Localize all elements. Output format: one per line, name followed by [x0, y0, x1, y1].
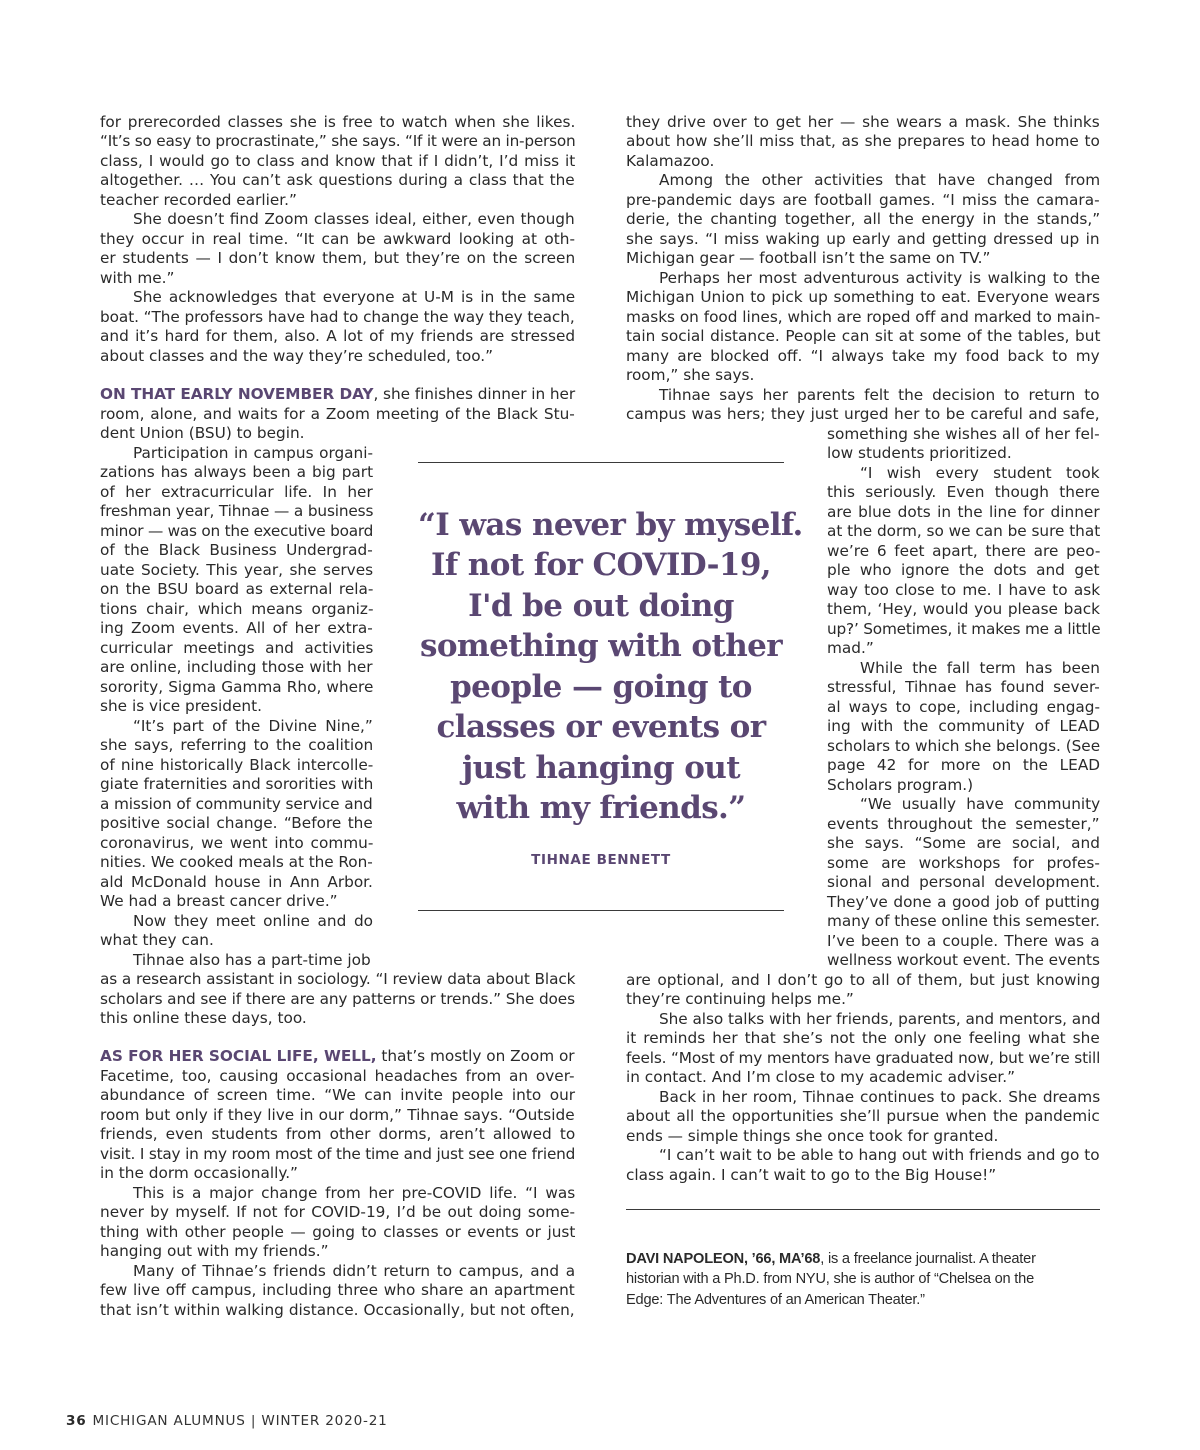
- left-column-line: visit. I stay in my room most of the time and just see one friend: [100, 1145, 576, 1163]
- left-column-line: and it’s hard for them, also. A lot of my friends are stressed: [100, 327, 576, 345]
- left-column-line: dent Union (BSU) to begin.: [100, 424, 305, 442]
- right-column-line: she says. “Some are social, and: [827, 834, 1100, 852]
- left-column-line: thing with other people — going to classes or events or just: [100, 1223, 576, 1241]
- left-column-line: We had a breast cancer drive.”: [100, 892, 338, 910]
- section-lead-in: ON THAT EARLY NOVEMBER DAY: [100, 385, 374, 403]
- left-column-line: altogether. … You can’t ask questions during a class that the: [100, 171, 575, 189]
- left-column-line: few live off campus, including three who share an apartment: [100, 1281, 575, 1299]
- right-column-line: it reminds her that she’s not the only one feeling what she: [626, 1029, 1100, 1047]
- right-column-line: low students prioritized.: [827, 444, 1012, 462]
- left-column-line: in the dorm occasionally.”: [100, 1164, 298, 1182]
- right-column-line: events throughout the semester,”: [827, 815, 1100, 833]
- page-footer: [66, 1413, 388, 1429]
- left-column-line: Now they meet online and do: [133, 912, 374, 930]
- right-column-line: Michigan Union to pick up something to eat. Everyone wears: [626, 288, 1101, 306]
- left-column-line: friends, even students from other dorms, aren’t allowed to: [100, 1125, 576, 1143]
- left-column-line: tions chair, which means organiz-: [100, 600, 374, 618]
- right-column-line: feels. “Most of my mentors have graduated now, but we’re still: [626, 1049, 1101, 1067]
- left-column-line: curricular meetings and activities: [100, 639, 374, 657]
- right-column-line: scholars to which she belongs. (See: [827, 737, 1101, 755]
- pull-quote-line: classes or events or: [436, 709, 766, 745]
- right-column-line: campus was hers; they just urged her to be careful and safe,: [626, 405, 1100, 423]
- author-name: DAVI NAPOLEON, ’66, MA’68: [626, 1251, 821, 1267]
- left-column-line: she says, referring to the coalition: [100, 736, 374, 754]
- right-column-line: masks on food lines, which are roped off and marked to main-: [626, 308, 1101, 326]
- left-column-line: of the Black Business Undergrad-: [100, 541, 373, 559]
- left-column-line: She doesn’t find Zoom classes ideal, either, even though: [133, 210, 575, 228]
- right-column-line: sional and personal development.: [827, 873, 1101, 891]
- left-column-line: positive social change. “Before the: [100, 814, 373, 832]
- left-column-line: teacher recorded earlier.”: [100, 191, 297, 209]
- right-column-line: in contact. And I’m close to my academic adviser.”: [626, 1068, 1016, 1086]
- left-column-line: [100, 385, 575, 405]
- left-column-line: this online these days, too.: [100, 1009, 307, 1027]
- pull-quote-line: If not for COVID-19,: [430, 547, 772, 583]
- right-column-line: stressful, Tihnae has found sever-: [827, 678, 1100, 696]
- right-column-line: pre-pandemic days are football games. “I miss the camara-: [626, 191, 1100, 209]
- right-column-line: we’re 6 feet apart, there are peo-: [827, 542, 1101, 560]
- left-column-line: as a research assistant in sociology. “I review data about Black: [100, 970, 576, 988]
- left-column-line: She acknowledges that everyone at U-M is in the same: [133, 288, 576, 306]
- right-column-line: way too close to me. I have to ask: [827, 581, 1101, 599]
- right-column-line: they drive over to get her — she wears a mask. She thinks: [626, 113, 1100, 131]
- right-column-line: tain social distance. People can sit at some of the tables, but: [626, 327, 1101, 345]
- left-column-line: of her extracurricular life. In her: [100, 483, 373, 501]
- right-column-line: are blue dots in the line for dinner: [827, 503, 1100, 521]
- bio-divider: [626, 1209, 1100, 1210]
- right-column-line: room,” she says.: [626, 366, 755, 384]
- right-column-line: many of these online this semester.: [827, 912, 1100, 930]
- bio-line: historian with a Ph.D. from NYU, she is author of “Chelsea on the: [626, 1271, 1034, 1287]
- right-column-line: some are workshops for profes-: [827, 854, 1100, 872]
- left-column-line: Facetime, too, causing occasional headaches from an over-: [100, 1067, 575, 1085]
- right-column-line: Tihnae says her parents felt the decision to return to: [659, 386, 1100, 404]
- right-column-line: ends — simple things she once took for granted.: [626, 1127, 999, 1145]
- left-column-line: zations has always been a big part: [100, 463, 374, 481]
- right-column-line: many are blocked off. “I always take my food back to my: [626, 347, 1100, 365]
- line-text: , she finishes dinner in her: [373, 385, 576, 403]
- pull-quote-line: I'd be out doing: [468, 588, 734, 624]
- right-column-line: “I wish every student took: [860, 464, 1100, 482]
- right-column-line: Back in her room, Tihnae continues to pack. She dreams: [659, 1088, 1101, 1106]
- pull-quote-top-rule: [418, 462, 784, 463]
- left-column-line: ing Zoom events. All of her extra-: [100, 619, 373, 637]
- pull-quote-line: “I was never by myself.: [418, 507, 803, 543]
- pull-quote-line: people — going to: [450, 669, 752, 705]
- pull-quote-bottom-rule: [418, 910, 784, 911]
- right-column-line: I’ve been to a couple. There was a: [827, 932, 1100, 950]
- page-number: 36: [66, 1413, 87, 1429]
- left-column-line: room, alone, and waits for a Zoom meeting of the Black Stu-: [100, 405, 575, 423]
- right-column-line: page 42 for more on the LEAD: [827, 756, 1101, 774]
- pull-quote-line: with my friends.”: [456, 790, 746, 826]
- right-column-line: she says. “I miss waking up early and getting dressed up in: [626, 230, 1100, 248]
- left-column-line: uate Society. This year, she serves: [100, 561, 374, 579]
- left-column-line: what they can.: [100, 931, 214, 949]
- left-column-line: boat. “The professors have had to change the way they teach,: [100, 308, 575, 326]
- bio-line: Edge: The Adventures of an American Theater.”: [626, 1292, 925, 1308]
- right-column-line: class again. I can’t wait to go to the Big House!”: [626, 1166, 997, 1184]
- left-column-line: she is vice president.: [100, 697, 262, 715]
- left-column-line: of nine historically Black intercolle-: [100, 756, 374, 774]
- left-column-line: abundance of screen time. “We can invite people into our: [100, 1086, 576, 1104]
- left-column-line: freshman year, Tihnae — a business: [100, 502, 374, 520]
- right-column-line: up?’ Sometimes, it makes me a little: [827, 620, 1101, 638]
- right-column-line: “I can’t wait to be able to hang out with friends and go to: [659, 1146, 1100, 1164]
- right-column-line: “We usually have community: [860, 795, 1101, 813]
- left-column-line: never by myself. If not for COVID-19, I’d be out doing some-: [100, 1203, 576, 1221]
- section-lead-in: AS FOR HER SOCIAL LIFE, WELL,: [100, 1047, 377, 1065]
- pull-quote-line: just hanging out: [462, 750, 740, 786]
- bio-line: [626, 1249, 1036, 1270]
- left-column-line: Participation in campus organi-: [133, 444, 374, 462]
- right-column-line: are optional, and I don’t go to all of them, but just knowing: [626, 971, 1101, 989]
- right-column-line: derie, the chanting together, all the energy in the stands,”: [626, 210, 1101, 228]
- left-column-line: giate fraternities and sororities with: [100, 775, 374, 793]
- left-column-line: hanging out with my friends.”: [100, 1242, 329, 1260]
- right-column-line: wellness workout event. The events: [827, 951, 1100, 969]
- right-column-line: While the fall term has been: [860, 659, 1101, 677]
- left-column-line: are online, including those with her: [100, 658, 373, 676]
- right-column-line: mad.”: [827, 639, 874, 657]
- bio-text: , is a freelance journalist. A theater: [820, 1251, 1036, 1267]
- right-column-line: Michigan gear — football isn’t the same on TV.”: [626, 249, 991, 267]
- right-column-line: Perhaps her most adventurous activity is walking to the: [659, 269, 1101, 287]
- right-column-line: they’re continuing helps me.”: [626, 990, 854, 1008]
- pull-quote-attribution: TIHNAE BENNETT: [531, 852, 671, 868]
- right-column-line: about all the opportunities she’ll pursue when the pandemic: [626, 1107, 1100, 1125]
- left-column-line: for prerecorded classes she is free to watch when she likes.: [100, 113, 576, 131]
- left-column-line: “It’s part of the Divine Nine,”: [133, 717, 373, 735]
- left-column-line: sorority, Sigma Gamma Rho, where: [100, 678, 374, 696]
- left-column-line: ald McDonald house in Ann Arbor.: [100, 873, 373, 891]
- right-column-line: Kalamazoo.: [626, 152, 715, 170]
- left-column-line: coronavirus, we went into commu-: [100, 834, 374, 852]
- right-column-line: this seriously. Even though there: [827, 483, 1100, 501]
- left-column-line: “It’s so easy to procrastinate,” she says. “If it were an in-person: [100, 132, 576, 150]
- left-column-line: scholars and see if there are any patterns or trends.” She does: [100, 990, 575, 1008]
- left-column-line: class, I would go to class and know that if I didn’t, I’d miss it: [100, 152, 576, 170]
- right-column-line: them, ‘Hey, would you please back: [827, 600, 1100, 618]
- left-column-line: minor — was on the executive board: [100, 522, 374, 540]
- right-column-line: ing with the community of LEAD: [827, 717, 1100, 735]
- left-column-line: er students — I don’t know them, but they’re on the screen: [100, 249, 576, 267]
- left-column-line: nities. We cooked meals at the Ron-: [100, 853, 373, 871]
- pull-quote-line: something with other: [420, 628, 782, 664]
- left-column-line: about classes and the way they’re scheduled, too.”: [100, 347, 494, 365]
- right-column-line: about how she’ll miss that, as she prepares to head home to: [626, 132, 1100, 150]
- right-column-line: something she wishes all of her fel-: [827, 425, 1100, 443]
- left-column-line: This is a major change from her pre-COVID life. “I was: [133, 1184, 576, 1202]
- left-column-line: a mission of community service and: [100, 795, 373, 813]
- left-column-line: Many of Tihnae’s friends didn’t return to campus, and a: [133, 1262, 576, 1280]
- right-column-line: Scholars program.): [827, 776, 974, 794]
- right-column-line: al ways to cope, including engag-: [827, 698, 1101, 716]
- line-text: that’s mostly on Zoom or: [376, 1047, 575, 1065]
- right-column-line: Among the other activities that have changed from: [659, 171, 1101, 189]
- right-column-line: at the dorm, so we can be sure that: [827, 522, 1101, 540]
- left-column-line: they occur in real time. “It can be awkward looking at oth-: [100, 230, 575, 248]
- left-column-line: room but only if they live in our dorm,” Tihnae says. “Outside: [100, 1106, 575, 1124]
- left-column-line: Tihnae also has a part-time job: [133, 951, 371, 969]
- left-column-line: with me.”: [100, 269, 175, 287]
- left-column-line: on the BSU board as external rela-: [100, 580, 374, 598]
- right-column-line: They’ve done a good job of putting: [827, 893, 1100, 911]
- left-column-line: that isn’t within walking distance. Occasionally, but not often,: [100, 1301, 575, 1319]
- publication-info: MICHIGAN ALUMNUS | WINTER 2020-21: [92, 1413, 388, 1429]
- left-column-line: [100, 1047, 575, 1067]
- right-column-line: ple who ignore the dots and get: [827, 561, 1100, 579]
- right-column-line: She also talks with her friends, parents, and mentors, and: [659, 1010, 1101, 1028]
